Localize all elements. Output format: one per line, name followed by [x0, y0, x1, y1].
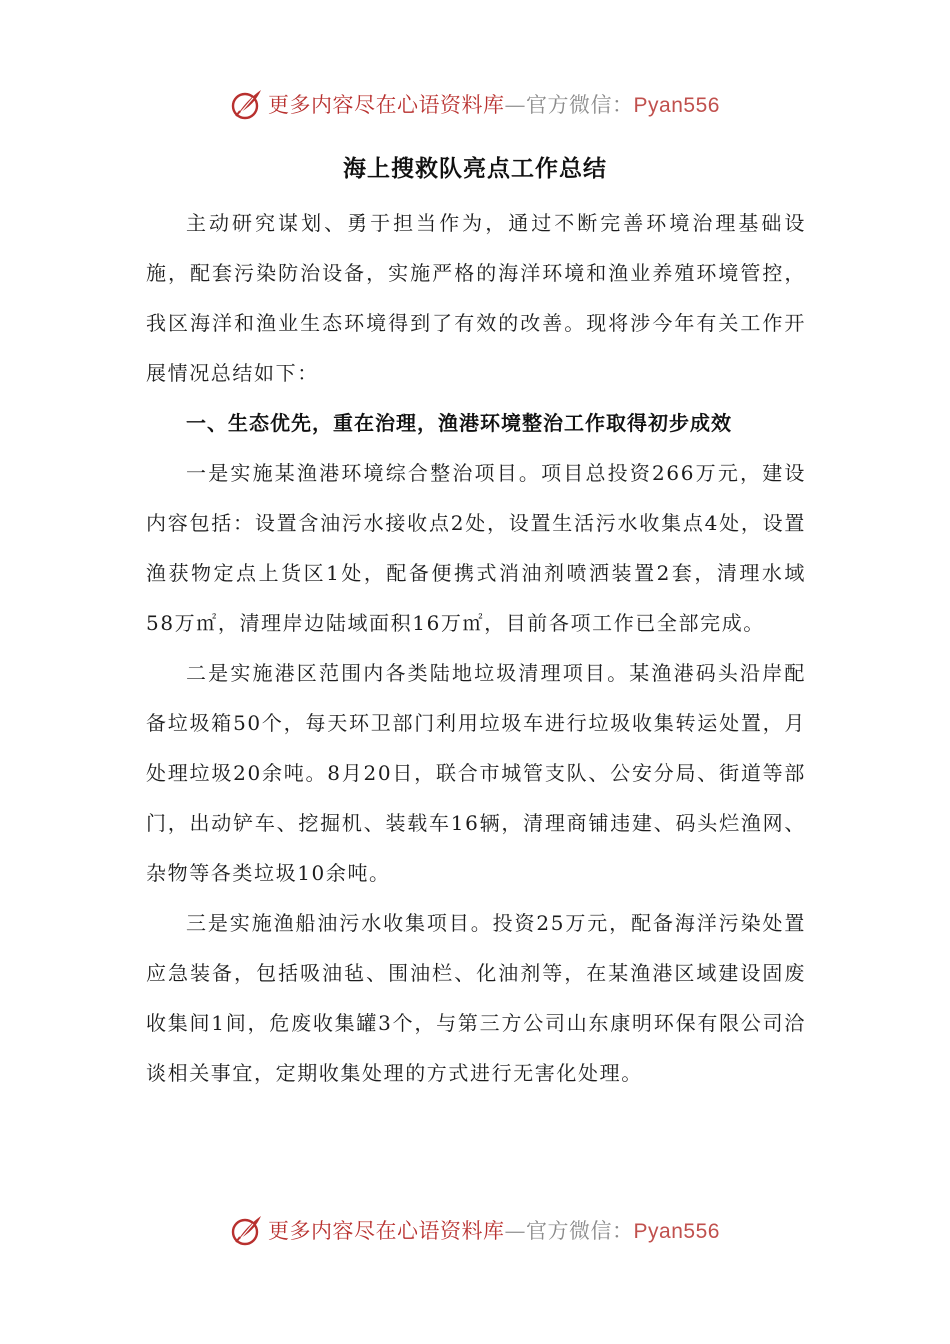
watermark-text [268, 89, 720, 119]
watermark-dash: — [504, 93, 527, 117]
body-paragraph-1: 一是实施某渔港环境综合整治项目。项目总投资266万元，建设内容包括：设置含油污水接收点2处，设置生活污水收集点4处，设置渔获物定点上货区1处，配备便携式消油剂喷洒装置2套，清理水域58万㎡，清理岸边陆域面积16万㎡，目前各项工作已全部完成。 [146, 461, 806, 635]
body-paragraph-2: 二是实施港区范围内各类陆地垃圾清理项目。某渔港码头沿岸配备垃圾箱50个，每天环卫部门利用垃圾车进行垃圾收集转运处置，月处理垃圾20余吨。8月20日，联合市城管支队、公安分局、街道等部门，出动铲车、挖掘机、装载车16辆，清理商铺违建、码头烂渔网、杂物等各类垃圾10余吨。 [146, 661, 806, 885]
watermark-prefix: 更多内容尽在心语资料库 [268, 1219, 505, 1243]
header-watermark [0, 82, 950, 126]
document-title: 海上搜救队亮点工作总结 [343, 156, 607, 182]
watermark-prefix: 更多内容尽在心语资料库 [268, 93, 505, 117]
footer-watermark [0, 1208, 950, 1252]
watermark-text [268, 1215, 720, 1245]
watermark-wechat-id: Pyan556 [633, 1220, 720, 1243]
intro-paragraph: 主动研究谋划、勇于担当作为，通过不断完善环境治理基础设施，配套污染防治设备，实施严格的海洋环境和渔业养殖环境管控，我区海洋和渔业生态环境得到了有效的改善。现将涉今年有关工作开展情况总结如下： [146, 211, 806, 385]
section-heading: 一、生态优先，重在治理，渔港环境整治工作取得初步成效 [186, 411, 732, 435]
body-paragraph-3: 三是实施渔船油污水收集项目。投资25万元，配备海洋污染处置应急装备，包括吸油毡、围油栏、化油剂等，在某渔港区域建设固废收集间1间，危废收集罐3个，与第三方公司山东康明环保有限公司洽谈相关事宜，定期收集处理的方式进行无害化处理。 [146, 911, 806, 1085]
watermark-wechat-id: Pyan556 [633, 94, 720, 117]
watermark-wechat-label: 官方微信： [526, 93, 634, 117]
quill-logo-icon [230, 1213, 264, 1247]
document-body [146, 198, 806, 1098]
watermark-dash: — [504, 1219, 527, 1243]
watermark-wechat-label: 官方微信： [526, 1219, 634, 1243]
quill-logo-icon [230, 87, 264, 121]
